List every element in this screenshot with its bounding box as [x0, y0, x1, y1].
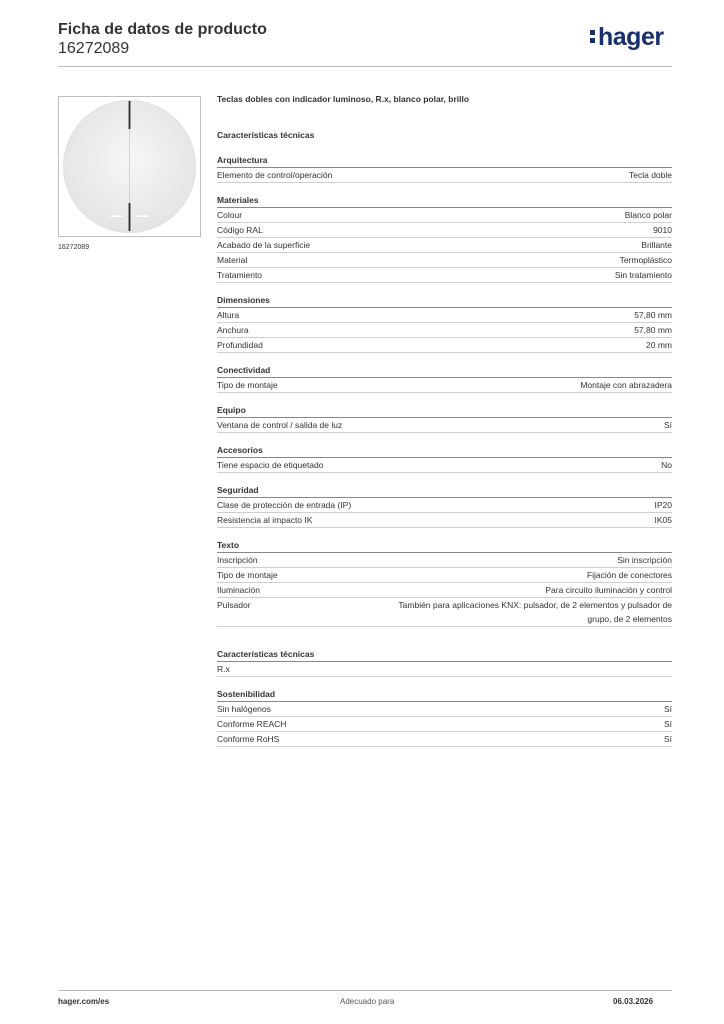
spec-sections	[217, 153, 672, 747]
spec-row	[217, 513, 672, 528]
spec-value: Tecla doble	[628, 170, 672, 180]
section-title: Características técnicas	[217, 647, 672, 662]
document-header	[58, 20, 267, 58]
spec-section	[217, 193, 672, 283]
spec-value: Fijación de conectores	[586, 570, 672, 580]
footer-date: 06.03.2026	[613, 997, 654, 1006]
spec-row	[217, 568, 672, 583]
spec-row	[217, 308, 672, 323]
spec-label: Inscripción	[217, 555, 258, 565]
spec-value: Sin tratamiento	[614, 270, 672, 280]
section-title: Dimensiones	[217, 293, 672, 308]
spec-row	[217, 662, 672, 677]
spec-row	[217, 717, 672, 732]
spec-label: Resistencia al impacto IK	[217, 515, 313, 525]
spec-row	[217, 323, 672, 338]
spec-row	[217, 458, 672, 473]
product-code: 16272089	[58, 40, 130, 57]
spec-content	[217, 92, 672, 747]
spec-row	[217, 732, 672, 747]
spec-value: IK05	[654, 515, 672, 525]
spec-row	[217, 498, 672, 513]
spec-label: Tipo de montaje	[217, 380, 278, 390]
section-title: Conectividad	[217, 363, 672, 378]
spec-section	[217, 538, 672, 627]
footer-divider	[58, 990, 672, 991]
main-heading: Características técnicas	[217, 130, 315, 140]
spec-label: Anchura	[217, 325, 249, 335]
spec-label: Material	[217, 255, 248, 265]
spec-label: Acabado de la superficie	[217, 240, 311, 250]
header-divider	[58, 66, 672, 67]
spec-label: R.x	[217, 664, 230, 674]
spec-section	[217, 363, 672, 393]
spec-value: IP20	[654, 500, 672, 510]
spec-row	[217, 268, 672, 283]
spec-row	[217, 208, 672, 223]
spec-value: Sí	[663, 719, 672, 729]
spec-row	[217, 253, 672, 268]
spec-row	[217, 223, 672, 238]
spec-label: Ventana de control / salida de luz	[217, 420, 343, 430]
section-title: Arquitectura	[217, 153, 672, 168]
spec-value: Sí	[663, 420, 672, 430]
spec-section	[217, 647, 672, 677]
spec-label: Profundidad	[217, 340, 263, 350]
spec-label: Altura	[217, 310, 240, 320]
section-title: Equipo	[217, 403, 672, 418]
spec-section	[217, 483, 672, 528]
logo-dots-icon	[590, 29, 596, 43]
spec-value: Sí	[663, 704, 672, 714]
product-image	[58, 96, 201, 237]
spec-label: Tipo de montaje	[217, 570, 278, 580]
spec-value: No	[661, 460, 672, 470]
document-title: Ficha de datos de producto	[58, 21, 267, 38]
section-title: Accesorios	[217, 443, 672, 458]
spec-row	[217, 418, 672, 433]
spec-label: Elemento de control/operación	[217, 170, 333, 180]
spec-label: Tratamiento	[217, 270, 263, 280]
image-caption: 16272089	[58, 244, 90, 251]
spec-row	[217, 553, 672, 568]
spec-label: Tiene espacio de etiquetado	[217, 460, 324, 470]
spec-label: Iluminación	[217, 585, 260, 595]
spec-label: Conforme REACH	[217, 719, 287, 729]
spec-value: Para circuito iluminación y control	[545, 585, 672, 595]
spec-row	[217, 702, 672, 717]
section-title: Seguridad	[217, 483, 672, 498]
spec-value: Blanco polar	[624, 210, 672, 220]
logo-text: hager	[598, 23, 664, 51]
spec-row	[217, 168, 672, 183]
hager-logo	[590, 22, 664, 52]
spec-label: Clase de protección de entrada (IP)	[217, 500, 352, 510]
spec-value: 57,80 mm	[634, 310, 672, 320]
spec-section	[217, 293, 672, 353]
section-title: Sostenibilidad	[217, 687, 672, 702]
spec-value: 20 mm	[646, 340, 672, 350]
spec-section	[217, 403, 672, 433]
spec-value: También para aplicaciones KNX: pulsador, de 2 elementos y pulsador de grupo, de 2 elementos	[398, 600, 672, 624]
spec-row	[217, 378, 672, 393]
spec-row	[217, 598, 672, 627]
spec-value: 57,80 mm	[634, 325, 672, 335]
spec-row	[217, 238, 672, 253]
section-title: Materiales	[217, 193, 672, 208]
spec-row	[217, 583, 672, 598]
spec-row	[217, 338, 672, 353]
spec-value: Termoplástico	[619, 255, 672, 265]
product-title: Teclas dobles con indicador luminoso, R.x, blanco polar, brillo	[217, 94, 470, 104]
spec-label: Conforme RoHS	[217, 734, 280, 744]
spec-label: Sin halógenos	[217, 704, 271, 714]
spec-label: Código RAL	[217, 225, 263, 235]
spec-value: Sin inscripción	[617, 555, 672, 565]
spec-value: Sí	[663, 734, 672, 744]
spec-section	[217, 153, 672, 183]
footer-suitable-for: Adecuado para	[340, 997, 395, 1006]
spec-section	[217, 443, 672, 473]
spec-label: Pulsador	[217, 600, 251, 610]
spec-value: 9010	[653, 225, 672, 235]
section-title: Texto	[217, 538, 672, 553]
spec-value: Montaje con abrazadera	[580, 380, 672, 390]
footer-website: hager.com/es	[58, 997, 110, 1006]
spec-value: Brillante	[641, 240, 672, 250]
spec-label: Colour	[217, 210, 243, 220]
spec-section	[217, 687, 672, 747]
